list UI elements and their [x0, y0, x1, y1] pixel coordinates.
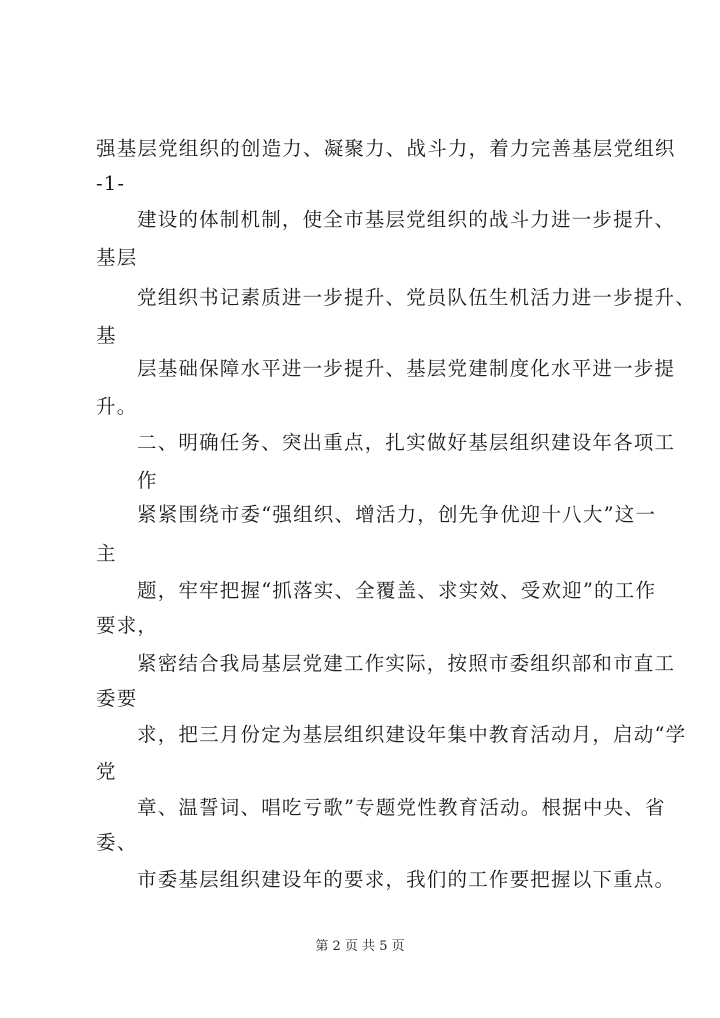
- text-line: 层基础保障水平进一步提升、基层党建制度化水平进一步提: [137, 357, 676, 380]
- text-line: 委要: [96, 687, 138, 710]
- text-line: 委、: [96, 831, 138, 854]
- text-line: 要求，: [96, 614, 159, 637]
- text-line: 党: [96, 760, 117, 783]
- page-marker: -1-: [96, 172, 126, 195]
- text-line: 紧紧围绕市委“强组织、增活力，创先争优迎十八大”这一: [137, 503, 657, 526]
- text-line: 题，牢牢把握“抓落实、全覆盖、求实效、受欢迎”的工作: [137, 579, 657, 602]
- section-heading: 二、明确任务、突出重点，扎实做好基层组织建设年各项工: [137, 431, 676, 454]
- page-footer: 第 2 页 共 5 页: [315, 939, 405, 954]
- text-line: 市委基层组织建设年的要求，我们的工作要把握以下重点。: [137, 868, 676, 891]
- text-line: 强基层党组织的创造力、凝聚力、战斗力，着力完善基层党组织: [96, 137, 676, 160]
- text-line: 基层: [96, 246, 138, 269]
- text-line: 求，把三月份定为基层组织建设年集中教育活动月，启动“学: [137, 723, 687, 746]
- text-line: 紧密结合我局基层党建工作实际，按照市委组织部和市直工: [137, 652, 676, 675]
- text-line: 党组织书记素质进一步提升、党员队伍生机活力进一步提升、: [137, 286, 696, 309]
- text-line: 基: [96, 324, 117, 347]
- text-line: 升。: [96, 395, 138, 418]
- section-heading: 作: [137, 469, 158, 492]
- text-line: 建设的体制机制，使全市基层党组织的战斗力进一步提升、: [137, 208, 676, 231]
- text-line: 章、温誓词、唱吃亏歌”专题党性教育活动。根据中央、省: [137, 796, 666, 819]
- text-line: 主: [96, 542, 117, 565]
